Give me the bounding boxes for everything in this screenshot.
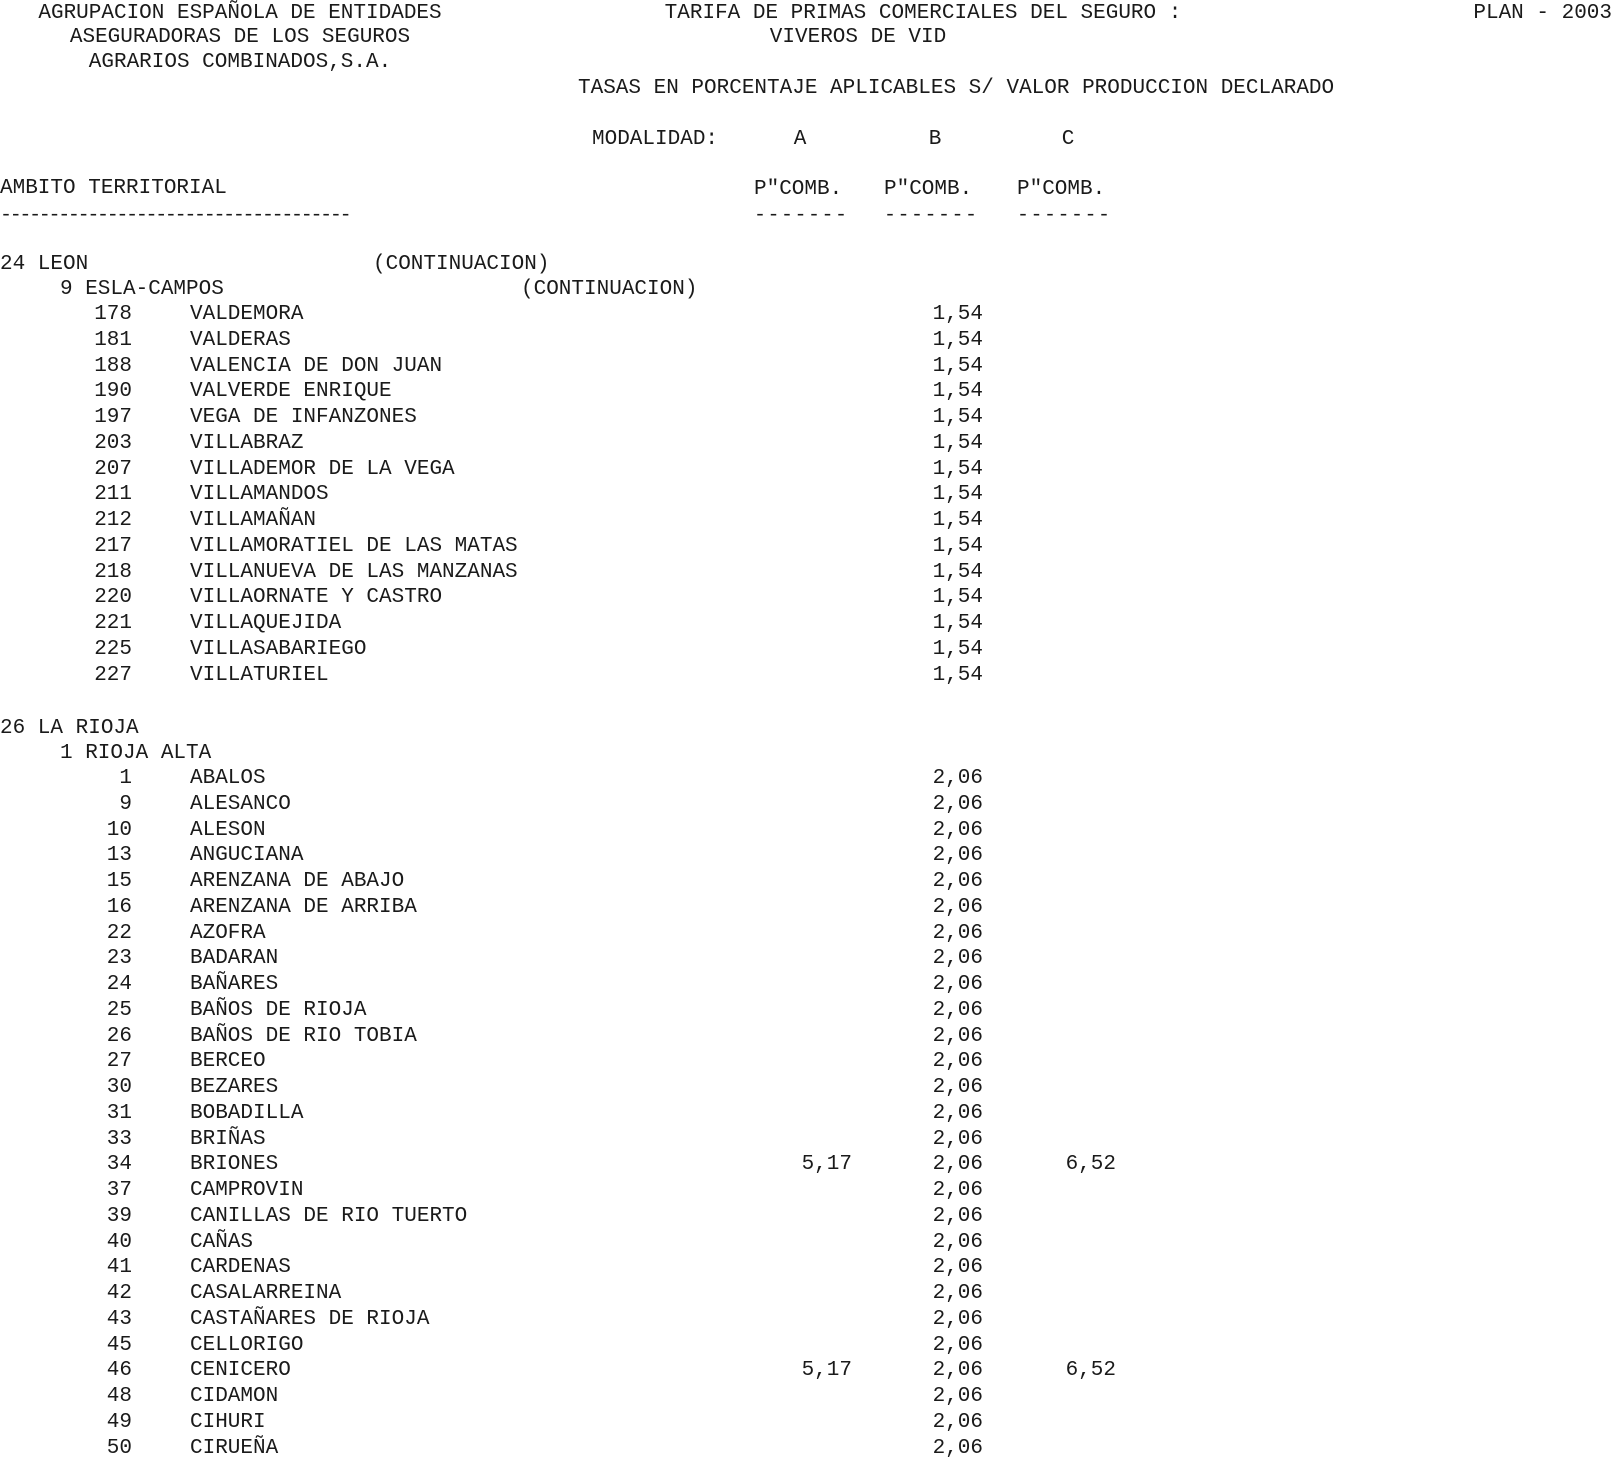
- rate-modalidad-b: 2,06: [932, 1153, 983, 1176]
- table-row: [0, 947, 1614, 972]
- rate-modalidad-b: 2,06: [932, 1205, 983, 1228]
- municipality-name: CENICERO: [190, 1359, 291, 1382]
- municipality-code: 217: [94, 535, 132, 558]
- rate-modalidad-b: 1,54: [932, 329, 983, 352]
- table-row: [0, 329, 1614, 354]
- municipality-name: BADARAN: [190, 947, 279, 970]
- municipality-name: VALDEMORA: [190, 303, 304, 326]
- column-header-c: P"COMB.: [1017, 178, 1106, 201]
- municipality-code: 42: [106, 1282, 132, 1305]
- municipality-name: VILLANUEVA DE LAS MANZANAS: [190, 561, 518, 584]
- table-row: [0, 458, 1614, 483]
- table-row: [0, 664, 1614, 689]
- municipality-name: ARENZANA DE ABAJO: [190, 870, 405, 893]
- table-row: [0, 819, 1614, 844]
- municipality-name: BAÑOS DE RIOJA: [190, 999, 367, 1022]
- rate-modalidad-b: 2,06: [932, 896, 983, 919]
- rate-modalidad-b: 2,06: [932, 793, 983, 816]
- rate-modalidad-b: 2,06: [932, 819, 983, 842]
- rate-modalidad-c: 6,52: [1065, 1359, 1116, 1382]
- municipality-code: 211: [94, 483, 132, 506]
- table-row: [0, 1128, 1614, 1153]
- table-row: [0, 432, 1614, 457]
- rate-modalidad-a: 5,17: [801, 1359, 852, 1382]
- rate-modalidad-b: 1,54: [932, 406, 983, 429]
- municipality-name: BRIONES: [190, 1153, 279, 1176]
- municipality-name: ABALOS: [190, 767, 266, 790]
- municipality-name: CARDENAS: [190, 1256, 291, 1279]
- rate-modalidad-b: 2,06: [932, 1128, 983, 1151]
- table-row: [0, 1385, 1614, 1410]
- rate-modalidad-b: 2,06: [932, 870, 983, 893]
- rate-modalidad-b: 1,54: [932, 380, 983, 403]
- table-row: [0, 1334, 1614, 1359]
- rate-modalidad-b: 2,06: [932, 947, 983, 970]
- municipality-code: 41: [106, 1256, 132, 1279]
- table-row: [0, 638, 1614, 663]
- rate-modalidad-b: 2,06: [932, 1231, 983, 1254]
- rate-modalidad-b: 2,06: [932, 1282, 983, 1305]
- table-row: [0, 586, 1614, 611]
- table-row: [0, 483, 1614, 508]
- rate-modalidad-b: 2,06: [932, 1385, 983, 1408]
- municipality-code: 46: [106, 1359, 132, 1382]
- table-row: [0, 406, 1614, 431]
- province-heading: 26 LA RIOJA: [0, 717, 139, 740]
- table-row: [0, 1308, 1614, 1333]
- plan-year: PLAN - 2003: [1473, 2, 1612, 25]
- org-name-line-2: ASEGURADORAS DE LOS SEGUROS: [69, 26, 411, 49]
- municipality-code: 227: [94, 664, 132, 687]
- province-continuation-note: (CONTINUACION): [373, 253, 550, 276]
- rate-modalidad-b: 1,54: [932, 458, 983, 481]
- rate-modalidad-b: 2,06: [932, 1411, 983, 1434]
- column-a-underline: -------: [754, 204, 849, 227]
- municipality-code: 16: [106, 896, 132, 919]
- municipality-code: 26: [106, 1025, 132, 1048]
- table-row: [0, 1050, 1614, 1075]
- rate-modalidad-b: 2,06: [932, 844, 983, 867]
- table-row: [0, 303, 1614, 328]
- municipality-name: VEGA DE INFANZONES: [190, 406, 417, 429]
- modalidad-a: A: [793, 128, 807, 151]
- municipality-name: ALESANCO: [190, 793, 291, 816]
- municipality-code: 24: [106, 973, 132, 996]
- municipality-name: CELLORIGO: [190, 1334, 304, 1357]
- municipality-code: 13: [106, 844, 132, 867]
- municipality-code: 188: [94, 355, 132, 378]
- modalidad-b: B: [928, 128, 942, 151]
- rate-modalidad-b: 2,06: [932, 1179, 983, 1202]
- municipality-code: 203: [94, 432, 132, 455]
- comarca-continuation-note: (CONTINUACION): [521, 278, 698, 301]
- table-row: [0, 870, 1614, 895]
- table-row: [0, 1256, 1614, 1281]
- table-row: [0, 922, 1614, 947]
- municipality-name: VILLAMAÑAN: [190, 509, 317, 532]
- municipality-name: ARENZANA DE ARRIBA: [190, 896, 417, 919]
- comarca-heading: 9 ESLA-CAMPOS: [60, 278, 224, 301]
- municipality-code: 220: [94, 586, 132, 609]
- municipality-name: VALDERAS: [190, 329, 291, 352]
- table-row: [0, 380, 1614, 405]
- column-header-a: P"COMB.: [754, 178, 843, 201]
- municipality-code: 34: [106, 1153, 132, 1176]
- table-row: [0, 1231, 1614, 1256]
- municipality-name: BEZARES: [190, 1076, 279, 1099]
- rate-modalidad-c: 6,52: [1065, 1153, 1116, 1176]
- municipality-code: 49: [106, 1411, 132, 1434]
- rate-modalidad-b: 2,06: [932, 1102, 983, 1125]
- municipality-name: VILLATURIEL: [190, 664, 329, 687]
- rates-note: TASAS EN PORCENTAJE APLICABLES S/ VALOR PRODUCCION DECLARADO: [578, 77, 1335, 100]
- municipality-name: CIDAMON: [190, 1385, 279, 1408]
- municipality-name: VILLAMANDOS: [190, 483, 329, 506]
- table-row: [0, 1359, 1614, 1384]
- municipality-code: 225: [94, 638, 132, 661]
- municipality-code: 33: [106, 1128, 132, 1151]
- rate-modalidad-b: 2,06: [932, 1050, 983, 1073]
- municipality-name: CASTAÑARES DE RIOJA: [190, 1308, 430, 1331]
- municipality-name: CAÑAS: [190, 1231, 254, 1254]
- rate-modalidad-b: 1,54: [932, 664, 983, 687]
- rate-modalidad-b: 1,54: [932, 612, 983, 635]
- rate-modalidad-b: 1,54: [932, 432, 983, 455]
- table-row: [0, 1025, 1614, 1050]
- rate-modalidad-b: 1,54: [932, 355, 983, 378]
- rate-modalidad-b: 2,06: [932, 973, 983, 996]
- municipality-name: VILLABRAZ: [190, 432, 304, 455]
- municipality-code: 212: [94, 509, 132, 532]
- municipality-name: VILLAQUEJIDA: [190, 612, 342, 635]
- province-heading: 24 LEON: [0, 253, 89, 276]
- municipality-code: 197: [94, 406, 132, 429]
- table-row: [0, 612, 1614, 637]
- table-row: [0, 1102, 1614, 1127]
- municipality-name: CASALARREINA: [190, 1282, 342, 1305]
- rate-modalidad-a: 5,17: [801, 1153, 852, 1176]
- municipality-name: CIRUEÑA: [190, 1437, 279, 1460]
- rate-modalidad-b: 1,54: [932, 483, 983, 506]
- table-row: [0, 793, 1614, 818]
- municipality-code: 43: [106, 1308, 132, 1331]
- municipality-code: 39: [106, 1205, 132, 1228]
- municipality-code: 22: [106, 922, 132, 945]
- municipality-code: 45: [106, 1334, 132, 1357]
- municipality-name: CIHURI: [190, 1411, 266, 1434]
- rate-modalidad-b: 1,54: [932, 561, 983, 584]
- municipality-name: VILLASABARIEGO: [190, 638, 367, 661]
- table-row: [0, 535, 1614, 560]
- table-row: [0, 1076, 1614, 1101]
- rate-modalidad-b: 2,06: [932, 1076, 983, 1099]
- table-row: [0, 1411, 1614, 1436]
- rate-modalidad-b: 1,54: [932, 509, 983, 532]
- municipality-name: ANGUCIANA: [190, 844, 304, 867]
- municipality-code: 221: [94, 612, 132, 635]
- modalidad-c: C: [1061, 128, 1075, 151]
- modalidad-label: MODALIDAD:: [592, 128, 719, 151]
- municipality-name: CANILLAS DE RIO TUERTO: [190, 1205, 468, 1228]
- municipality-code: 31: [106, 1102, 132, 1125]
- municipality-code: 218: [94, 561, 132, 584]
- table-row: [0, 1153, 1614, 1178]
- municipality-code: 15: [106, 870, 132, 893]
- document-title: TARIFA DE PRIMAS COMERCIALES DEL SEGURO :: [664, 2, 1182, 25]
- municipality-name: VALENCIA DE DON JUAN: [190, 355, 443, 378]
- table-row: [0, 1205, 1614, 1230]
- org-name-line-1: AGRUPACION ESPAÑOLA DE ENTIDADES: [38, 2, 442, 25]
- municipality-code: 25: [106, 999, 132, 1022]
- municipality-code: 1: [119, 767, 132, 790]
- municipality-code: 40: [106, 1231, 132, 1254]
- rate-modalidad-b: 1,54: [932, 535, 983, 558]
- municipality-code: 27: [106, 1050, 132, 1073]
- table-row: [0, 973, 1614, 998]
- municipality-name: BAÑOS DE RIO TOBIA: [190, 1025, 417, 1048]
- municipality-name: BOBADILLA: [190, 1102, 304, 1125]
- table-row: [0, 896, 1614, 921]
- table-row: [0, 1282, 1614, 1307]
- municipality-code: 50: [106, 1437, 132, 1460]
- municipality-code: 23: [106, 947, 132, 970]
- rate-modalidad-b: 2,06: [932, 999, 983, 1022]
- column-header-b: P"COMB.: [884, 178, 973, 201]
- municipality-name: VILLAMORATIEL DE LAS MATAS: [190, 535, 518, 558]
- municipality-code: 9: [119, 793, 132, 816]
- table-row: [0, 844, 1614, 869]
- municipality-code: 181: [94, 329, 132, 352]
- municipality-name: VALVERDE ENRIQUE: [190, 380, 392, 403]
- municipality-name: VILLADEMOR DE LA VEGA: [190, 458, 455, 481]
- municipality-code: 207: [94, 458, 132, 481]
- rate-modalidad-b: 2,06: [932, 1256, 983, 1279]
- municipality-name: BAÑARES: [190, 973, 279, 996]
- comarca-heading: 1 RIOJA ALTA: [60, 742, 212, 765]
- municipality-name: CAMPROVIN: [190, 1179, 304, 1202]
- ambito-underline: ------------------------------------: [0, 204, 350, 227]
- municipality-code: 190: [94, 380, 132, 403]
- municipality-code: 48: [106, 1385, 132, 1408]
- crop-name: VIVEROS DE VID: [769, 26, 947, 49]
- table-row: [0, 1437, 1614, 1462]
- org-name-line-3: AGRARIOS COMBINADOS,S.A.: [88, 51, 392, 74]
- rate-modalidad-b: 1,54: [932, 586, 983, 609]
- table-row: [0, 355, 1614, 380]
- rate-modalidad-b: 2,06: [932, 767, 983, 790]
- municipality-name: AZOFRA: [190, 922, 266, 945]
- municipality-name: BERCEO: [190, 1050, 266, 1073]
- column-header-ambito: AMBITO TERRITORIAL: [0, 177, 227, 200]
- table-row: [0, 999, 1614, 1024]
- rate-modalidad-b: 2,06: [932, 1025, 983, 1048]
- municipality-code: 30: [106, 1076, 132, 1099]
- rate-modalidad-b: 2,06: [932, 1334, 983, 1357]
- municipality-code: 37: [106, 1179, 132, 1202]
- column-c-underline: -------: [1017, 204, 1112, 227]
- rate-modalidad-b: 2,06: [932, 922, 983, 945]
- table-row: [0, 561, 1614, 586]
- municipality-name: ALESON: [190, 819, 266, 842]
- municipality-code: 178: [94, 303, 132, 326]
- rate-modalidad-b: 2,06: [932, 1308, 983, 1331]
- rate-modalidad-b: 1,54: [932, 303, 983, 326]
- table-row: [0, 509, 1614, 534]
- column-b-underline: -------: [884, 204, 979, 227]
- table-row: [0, 1179, 1614, 1204]
- municipality-name: VILLAORNATE Y CASTRO: [190, 586, 443, 609]
- rate-modalidad-b: 2,06: [932, 1359, 983, 1382]
- table-row: [0, 767, 1614, 792]
- rate-modalidad-b: 1,54: [932, 638, 983, 661]
- municipality-code: 10: [106, 819, 132, 842]
- rate-modalidad-b: 2,06: [932, 1437, 983, 1460]
- municipality-name: BRIÑAS: [190, 1128, 266, 1151]
